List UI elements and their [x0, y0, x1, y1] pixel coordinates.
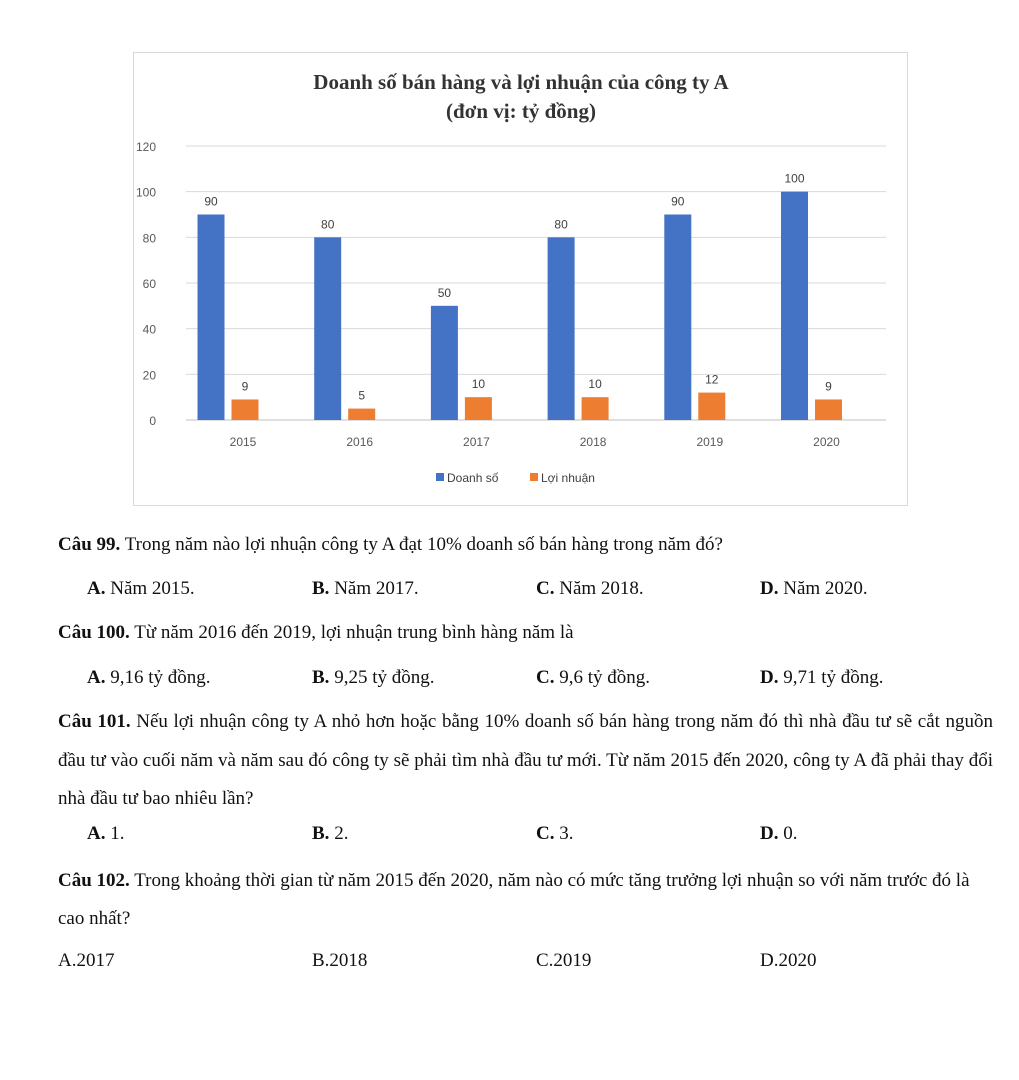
option-c: C. 9,6 tỷ đồng. — [536, 667, 651, 688]
bar-loi-nhuan — [348, 409, 375, 420]
data-label: 50 — [437, 285, 452, 300]
bar-doanh-so — [548, 237, 575, 420]
data-label: 5 — [358, 388, 366, 403]
data-label: 100 — [784, 171, 805, 186]
question-text: Từ năm 2016 đến 2019, lợi nhuận trung bình hàng năm là — [129, 622, 574, 643]
option-a: A. 1. — [87, 823, 125, 844]
question-101 — [58, 703, 993, 819]
question-text: Trong khoảng thời gian từ năm 2015 đến 2020, năm nào có mức tăng trưởng lợi nhuận so với năm trước đó là cao nhất? — [58, 870, 970, 929]
data-label: 90 — [204, 194, 218, 209]
option-d: D. Năm 2020. — [760, 578, 868, 599]
option-d: D.2020 — [760, 950, 817, 971]
x-tick-label: 2020 — [813, 435, 840, 449]
bar-loi-nhuan — [815, 399, 842, 420]
x-tick-label: 2018 — [579, 435, 607, 449]
bar-doanh-so — [314, 237, 341, 420]
option-a: A. Năm 2015. — [87, 578, 195, 599]
bar-loi-nhuan — [232, 399, 259, 420]
option-b: B. Năm 2017. — [312, 578, 419, 599]
legend-label: Lợi nhuận — [541, 471, 595, 485]
option-c: C.2019 — [536, 950, 592, 971]
chart-subtitle: (đơn vị: tỷ đồng) — [446, 99, 596, 123]
y-tick-label: 80 — [142, 231, 156, 246]
data-label: 9 — [825, 379, 832, 394]
x-tick-label: 2016 — [346, 435, 374, 449]
bar-doanh-so — [664, 215, 691, 421]
bar-loi-nhuan — [698, 393, 725, 420]
x-tick-label: 2015 — [229, 435, 257, 449]
option-b: B. 2. — [312, 823, 349, 844]
bar-doanh-so — [198, 215, 225, 421]
data-label: 90 — [671, 194, 685, 209]
bar-chart — [134, 53, 907, 505]
data-label: 80 — [554, 217, 568, 232]
data-label: 10 — [471, 377, 486, 392]
option-d: D. 0. — [760, 823, 798, 844]
bar-doanh-so — [431, 306, 458, 420]
y-tick-label: 100 — [135, 185, 156, 200]
question-text: Nếu lợi nhuận công ty A nhỏ hơn hoặc bằng 10% doanh số bán hàng trong năm đó thì nhà đầu tư sẽ cắt nguồn đầu tư vào cuối năm và năm sau đó công ty sẽ phải tìm nhà đầu tư mới. Từ năm 2015 đến 2020, công ty A đã phải thay đổi nhà đầu tư bao nhiêu lần? — [58, 711, 994, 809]
legend-swatch — [436, 473, 444, 481]
question-text: Trong năm nào lợi nhuận công ty A đạt 10% doanh số bán hàng trong năm đó? — [120, 534, 723, 555]
y-tick-label: 0 — [149, 414, 156, 428]
option-c: C. Năm 2018. — [536, 578, 644, 599]
question-99 — [58, 528, 993, 562]
data-label: 9 — [241, 379, 249, 394]
option-a: A.2017 — [58, 950, 115, 971]
x-tick-label: 2019 — [696, 435, 724, 449]
legend-label: Doanh số — [447, 471, 499, 485]
data-label: 12 — [705, 372, 719, 387]
option-c: C. 3. — [536, 823, 574, 844]
y-tick-label: 60 — [142, 277, 156, 291]
question-number: Câu 99. — [58, 534, 121, 555]
chart-title: Doanh số bán hàng và lợi nhuận của công ty A — [313, 70, 729, 94]
question-number: Câu 100. — [58, 622, 130, 643]
option-d: D. 9,71 tỷ đồng. — [760, 667, 884, 688]
option-a: A. 9,16 tỷ đồng. — [87, 667, 211, 688]
question-102 — [58, 862, 993, 938]
question-number: Câu 102. — [58, 870, 130, 891]
data-label: 10 — [588, 377, 602, 392]
y-tick-label: 20 — [142, 368, 156, 383]
question-100 — [58, 616, 993, 650]
y-tick-label: 40 — [142, 322, 156, 337]
data-label: 80 — [321, 217, 335, 232]
legend-swatch — [530, 473, 538, 481]
bar-doanh-so — [781, 192, 808, 420]
bar-loi-nhuan — [582, 397, 609, 420]
y-tick-label: 120 — [135, 140, 156, 154]
chart-container — [133, 52, 908, 506]
option-b: B. 9,25 tỷ đồng. — [312, 667, 435, 688]
x-tick-label: 2017 — [463, 435, 490, 449]
question-number: Câu 101. — [58, 711, 131, 732]
option-b: B.2018 — [312, 950, 368, 971]
bar-loi-nhuan — [465, 397, 492, 420]
